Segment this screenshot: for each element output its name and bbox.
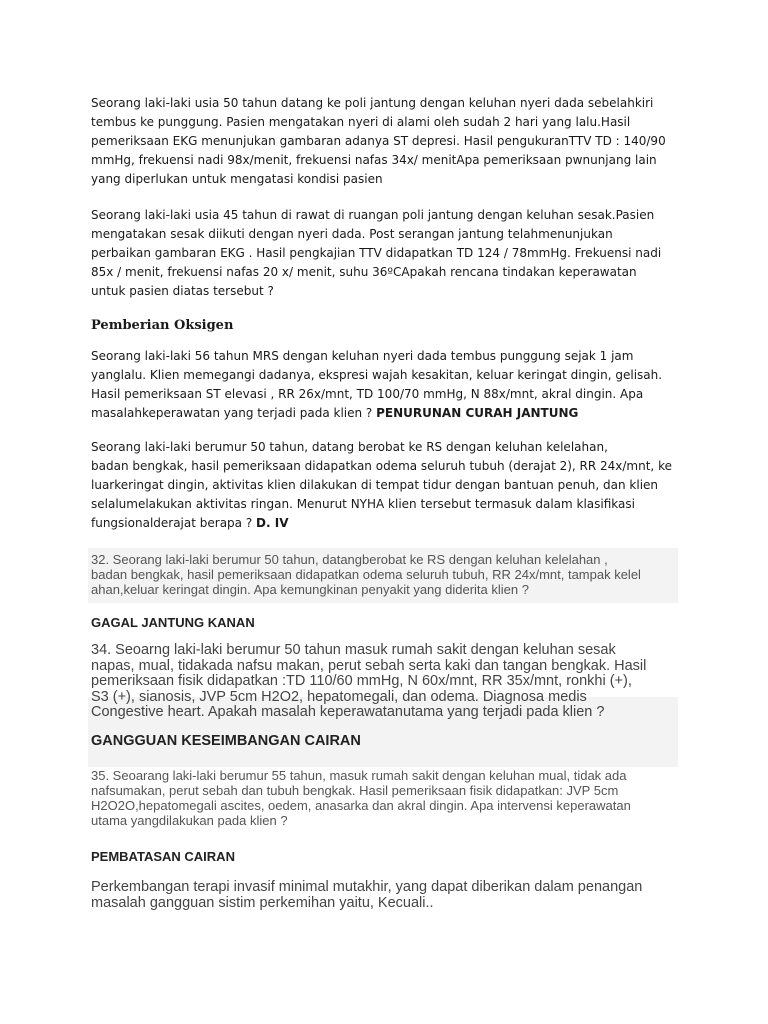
answer-heading-1: Pemberian Oksigen: [91, 318, 234, 333]
paragraph-text: 32. Seorang laki-laki berumur 50 tahun, datangberobat ke RS dengan keluhan kelelahan , badan bengkak, hasil pemeriksaan didapatkan odema seluruh tubuh, RR 24x/mnt, tampak kelel ahan,keluar keringat dingin. Apa kemungkinan penyakit yang diderita klien ?: [91, 552, 641, 597]
answer-heading-2: GAGAL JANTUNG KANAN: [91, 615, 255, 630]
answer-heading-3: GANGGUAN KESEIMBANGAN CAIRAN: [91, 733, 361, 749]
question-paragraph-35: [91, 768, 681, 828]
question-paragraph-34: [91, 643, 681, 721]
question-paragraph-3: [91, 347, 681, 423]
question-paragraph-32: [91, 552, 681, 597]
paragraph-text: Seorang laki-laki 56 tahun MRS dengan keluhan nyeri dada tembus punggung sejak 1 jam yanglalu. Klien memegangi dadanya, ekspresi wajah kesakitan, keluar keringat dingin, gelisah. Hasil pemeriksaan ST elevasi , RR 26x/mnt, TD 100/70 mmHg, N 88x/mnt, akral dingin. Apa masalahkeperawatan yang terjadi pada klien ?: [91, 349, 663, 420]
inline-answer: D. IV: [256, 516, 289, 530]
paragraph-text: Seorang laki-laki berumur 50 tahun, datang berobat ke RS dengan keluhan kelelahan, badan bengkak, hasil pemeriksaan didapatkan odema seluruh tubuh (derajat 2), RR 24x/mnt, ke luarkeringat dingin, aktivitas klien dilakukan di tempat tidur dengan bantuan penuh, dan klien selalumelakukan aktivitas ringan. Menurut NYHA klien tersebut termasuk dalam klasifikasi fungsionalderajat berapa ?: [91, 440, 672, 530]
question-paragraph-1: [91, 94, 681, 189]
paragraph-text: Perkembangan terapi invasif minimal mutakhir, yang dapat diberikan dalam penangan masalah gangguan sistim perkemihan yaitu, Kecuali..: [91, 879, 643, 911]
question-paragraph-last: [91, 879, 681, 911]
paragraph-text: 35. Seoarang laki-laki berumur 55 tahun, masuk rumah sakit dengan keluhan mual, tidak ada nafsumakan, perut sebah dan tubuh bengkak. Hasil pemeriksaan fisik didapatkan: JVP 5cm H2O2O,hepatomegali ascites, oedem, anasarka dan akral dingin. Apa intervensi keperawatan utama yangdilakukan pada klien ?: [91, 768, 631, 828]
paragraph-text: 34. Seoarng laki-laki berumur 50 tahun masuk rumah sakit dengan keluhan sesak napas, mual, tidakada nafsu makan, perut sebah serta kaki dan tangan bengkak. Hasil pemeriksaan fisik didapatkan :TD 110/60 mmHg, N 60x/mnt, RR 35x/mnt, ronkhi (+), S3 (+), sianosis, JVP 5cm H2O2, hepatomegali, dan odema. Diagnosa medis Congestive heart. Apakah masalah keperawatanutama yang terjadi pada klien ?: [91, 642, 647, 720]
answer-heading-4: PEMBATASAN CAIRAN: [91, 849, 235, 864]
question-paragraph-2: [91, 206, 681, 301]
inline-answer: PENURUNAN CURAH JANTUNG: [376, 406, 579, 420]
question-paragraph-4: [91, 438, 681, 533]
paragraph-text: Seorang laki-laki usia 45 tahun di rawat di ruangan poli jantung dengan keluhan sesak.Pasien mengatakan sesak diikuti dengan nyeri dada. Post serangan jantung telahmenunjukan perbaikan gambaran EKG . Hasil pengkajian TTV didapatkan TD 124 / 78mmHg. Frekuensi nadi 85x / menit, frekuensi nafas 20 x/ menit, suhu 36ºCApakah rencana tindakan keperawatan untuk pasien diatas tersebut ?: [91, 208, 662, 298]
paragraph-text: Seorang laki-laki usia 50 tahun datang ke poli jantung dengan keluhan nyeri dada sebelahkiri tembus ke punggung. Pasien mengatakan nyeri di alami oleh sudah 2 hari yang lalu.Hasil pemeriksaan EKG menunjukan gambaran adanya ST depresi. Hasil pengukuranTTV TD : 140/90 mmHg, frekuensi nadi 98x/menit, frekuensi nafas 34x/ menitApa pemeriksaan pwnunjang lain yang diperlukan untuk mengatasi kondisi pasien: [91, 96, 666, 186]
